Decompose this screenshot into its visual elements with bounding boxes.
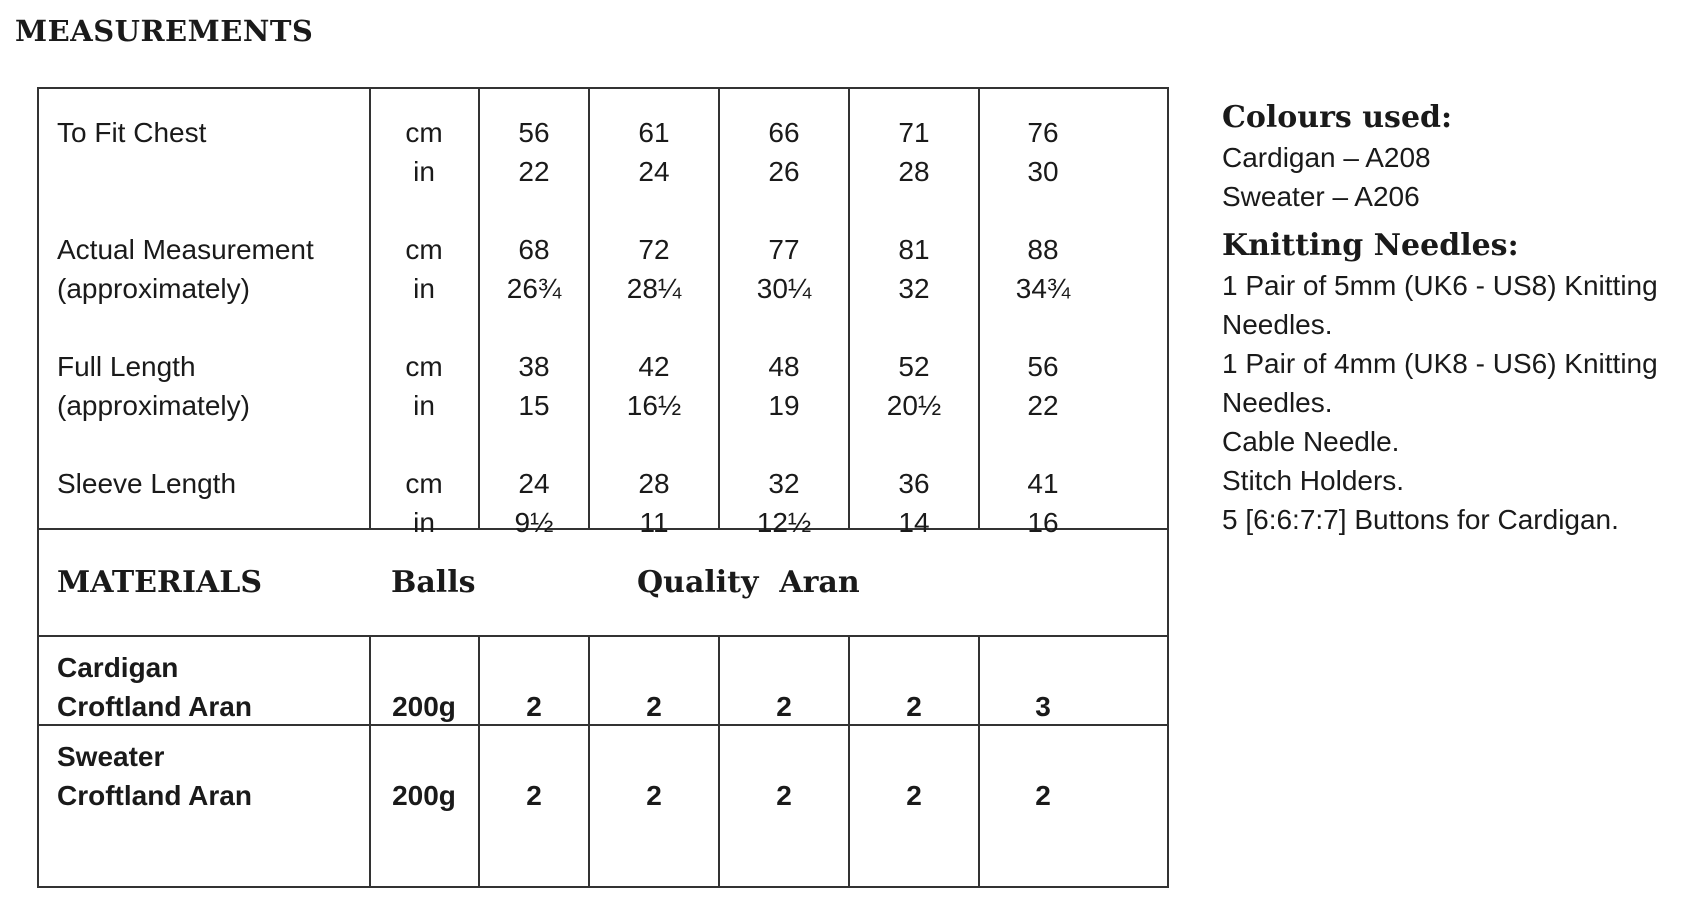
unit-cell: in	[413, 273, 435, 304]
size-value: 16½	[626, 390, 682, 421]
size-value: 19	[768, 390, 800, 421]
material-name: Croftland Aran	[57, 780, 252, 811]
size-value: 32	[898, 273, 930, 304]
measurement-label: Sleeve Length	[57, 468, 237, 499]
size-value: 9½	[514, 507, 554, 538]
size-value: 12½	[756, 507, 812, 538]
needles-heading: Knitting Needles:	[1222, 228, 1519, 263]
table-divider	[39, 528, 1167, 530]
table-divider	[478, 636, 480, 886]
size-value: 88	[1027, 234, 1059, 265]
material-name: Cardigan	[57, 652, 179, 683]
quality-heading: Quality Aran	[637, 565, 860, 600]
needle-line: Cable Needle.	[1222, 426, 1400, 457]
size-value: 56	[1027, 351, 1059, 382]
size-value: 32	[768, 468, 800, 499]
size-value: 38	[518, 351, 550, 382]
size-value: 61	[638, 117, 670, 148]
ball-count: 2	[906, 691, 922, 722]
ball-count: 2	[646, 691, 662, 722]
measurement-label: (approximately)	[57, 390, 250, 421]
needle-line: Needles.	[1222, 387, 1333, 418]
needle-line: 5 [6:6:7:7] Buttons for Cardigan.	[1222, 504, 1619, 535]
unit-cell: cm	[405, 351, 443, 382]
size-value: 30	[1027, 156, 1059, 187]
unit-cell: in	[413, 156, 435, 187]
table-divider	[718, 636, 720, 886]
unit-cell: in	[413, 390, 435, 421]
material-name: Croftland Aran	[57, 691, 252, 722]
unit-cell: cm	[405, 234, 443, 265]
measurement-label: Actual Measurement	[57, 234, 314, 265]
size-value: 28¼	[626, 273, 682, 304]
right-info-panel	[1222, 98, 1692, 539]
ball-count: 3	[1035, 691, 1051, 722]
needle-line: 1 Pair of 5mm (UK6 - US8) Knitting	[1222, 270, 1658, 301]
balls-heading: Balls	[391, 565, 476, 600]
size-value: 14	[898, 507, 930, 538]
size-value: 20½	[886, 390, 942, 421]
measurements-table	[37, 87, 1169, 888]
size-value: 48	[768, 351, 800, 382]
colours-heading: Colours used:	[1222, 100, 1453, 135]
size-value: 76	[1027, 117, 1059, 148]
table-divider	[588, 89, 590, 529]
material-name: Sweater	[57, 741, 165, 772]
ball-count: 2	[1035, 780, 1051, 811]
size-value: 71	[898, 117, 930, 148]
table-divider	[369, 89, 371, 529]
size-value: 30¼	[756, 273, 812, 304]
size-value: 28	[898, 156, 930, 187]
ball-weight: 200g	[392, 780, 456, 811]
unit-cell: cm	[405, 117, 443, 148]
table-divider	[39, 635, 1167, 637]
table-divider	[848, 636, 850, 886]
page-title: MEASUREMENTS	[15, 14, 314, 48]
ball-count: 2	[646, 780, 662, 811]
size-value: 26	[768, 156, 800, 187]
size-value: 24	[638, 156, 670, 187]
size-value: 72	[638, 234, 670, 265]
materials-heading: MATERIALS	[57, 565, 263, 600]
size-value: 36	[898, 468, 930, 499]
size-value: 26¾	[506, 273, 562, 304]
size-value: 66	[768, 117, 800, 148]
size-value: 68	[518, 234, 550, 265]
needle-line: Stitch Holders.	[1222, 465, 1405, 496]
size-value: 56	[518, 117, 550, 148]
size-value: 41	[1027, 468, 1059, 499]
needle-line: 1 Pair of 4mm (UK8 - US6) Knitting	[1222, 348, 1658, 379]
ball-count: 2	[526, 691, 542, 722]
table-divider	[848, 89, 850, 529]
table-divider	[478, 89, 480, 529]
measurement-label: Full Length	[57, 351, 196, 382]
size-value: 52	[898, 351, 930, 382]
size-value: 42	[638, 351, 670, 382]
size-value: 15	[518, 390, 550, 421]
table-divider	[718, 89, 720, 529]
unit-cell: cm	[405, 468, 443, 499]
table-divider	[369, 636, 371, 886]
size-value: 22	[1027, 390, 1059, 421]
colour-line: Sweater – A206	[1222, 181, 1420, 212]
size-value: 28	[638, 468, 670, 499]
size-value: 81	[898, 234, 930, 265]
size-value: 22	[518, 156, 550, 187]
ball-count: 2	[776, 780, 792, 811]
needle-line: Needles.	[1222, 309, 1333, 340]
size-value: 24	[518, 468, 550, 499]
size-value: 77	[768, 234, 800, 265]
table-divider	[978, 89, 980, 529]
table-divider	[588, 636, 590, 886]
ball-count: 2	[906, 780, 922, 811]
colour-line: Cardigan – A208	[1222, 142, 1431, 173]
table-divider	[978, 636, 980, 886]
ball-weight: 200g	[392, 691, 456, 722]
ball-count: 2	[526, 780, 542, 811]
size-value: 16	[1027, 507, 1059, 538]
unit-cell: in	[413, 507, 435, 538]
ball-count: 2	[776, 691, 792, 722]
size-value: 34¾	[1015, 273, 1071, 304]
size-value: 11	[639, 507, 669, 538]
measurement-label: To Fit Chest	[57, 117, 207, 148]
measurement-label: (approximately)	[57, 273, 250, 304]
